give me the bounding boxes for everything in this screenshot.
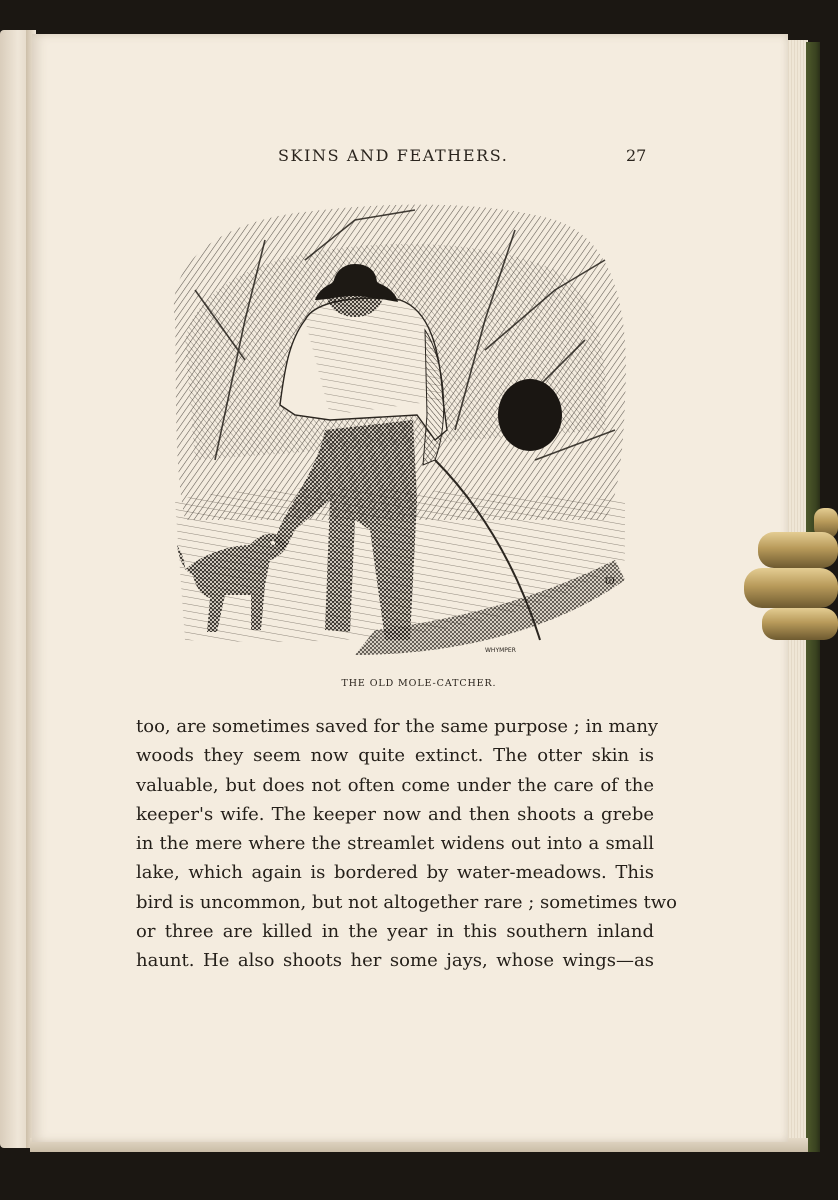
- text-line: too, are sometimes saved for the same purpose ; in many: [136, 716, 659, 737]
- page-number: 27: [626, 146, 647, 165]
- running-head: SKINS AND FEATHERS.: [278, 146, 509, 165]
- svg-text:ϖ: ϖ: [605, 573, 615, 587]
- text-line: lake, which again is bordered by water-meadows. This: [136, 862, 654, 884]
- illustration-caption: THE OLD MOLE-CATCHER.: [341, 678, 497, 689]
- body-paragraph: [136, 712, 677, 976]
- brass-clamp-icon: [744, 508, 838, 642]
- engraver-signature: WHYMPER: [485, 647, 516, 654]
- text-line: or three are killed in the year in this southern inland: [136, 921, 654, 943]
- text-line: bird is uncommon, but not altogether rare ; sometimes two: [136, 891, 677, 913]
- engraving-illustration: [155, 200, 635, 670]
- text-line: valuable, but does not often come under the care of the: [136, 774, 654, 796]
- text-line: woods they seem now quite extinct. The otter skin is: [136, 745, 654, 767]
- text-line: haunt. He also shoots her some jays, whose wings—as: [136, 950, 654, 972]
- text-line: in the mere where the streamlet widens out into a small: [136, 833, 654, 855]
- text-line: keeper's wife. The keeper now and then shoots a grebe: [136, 803, 654, 825]
